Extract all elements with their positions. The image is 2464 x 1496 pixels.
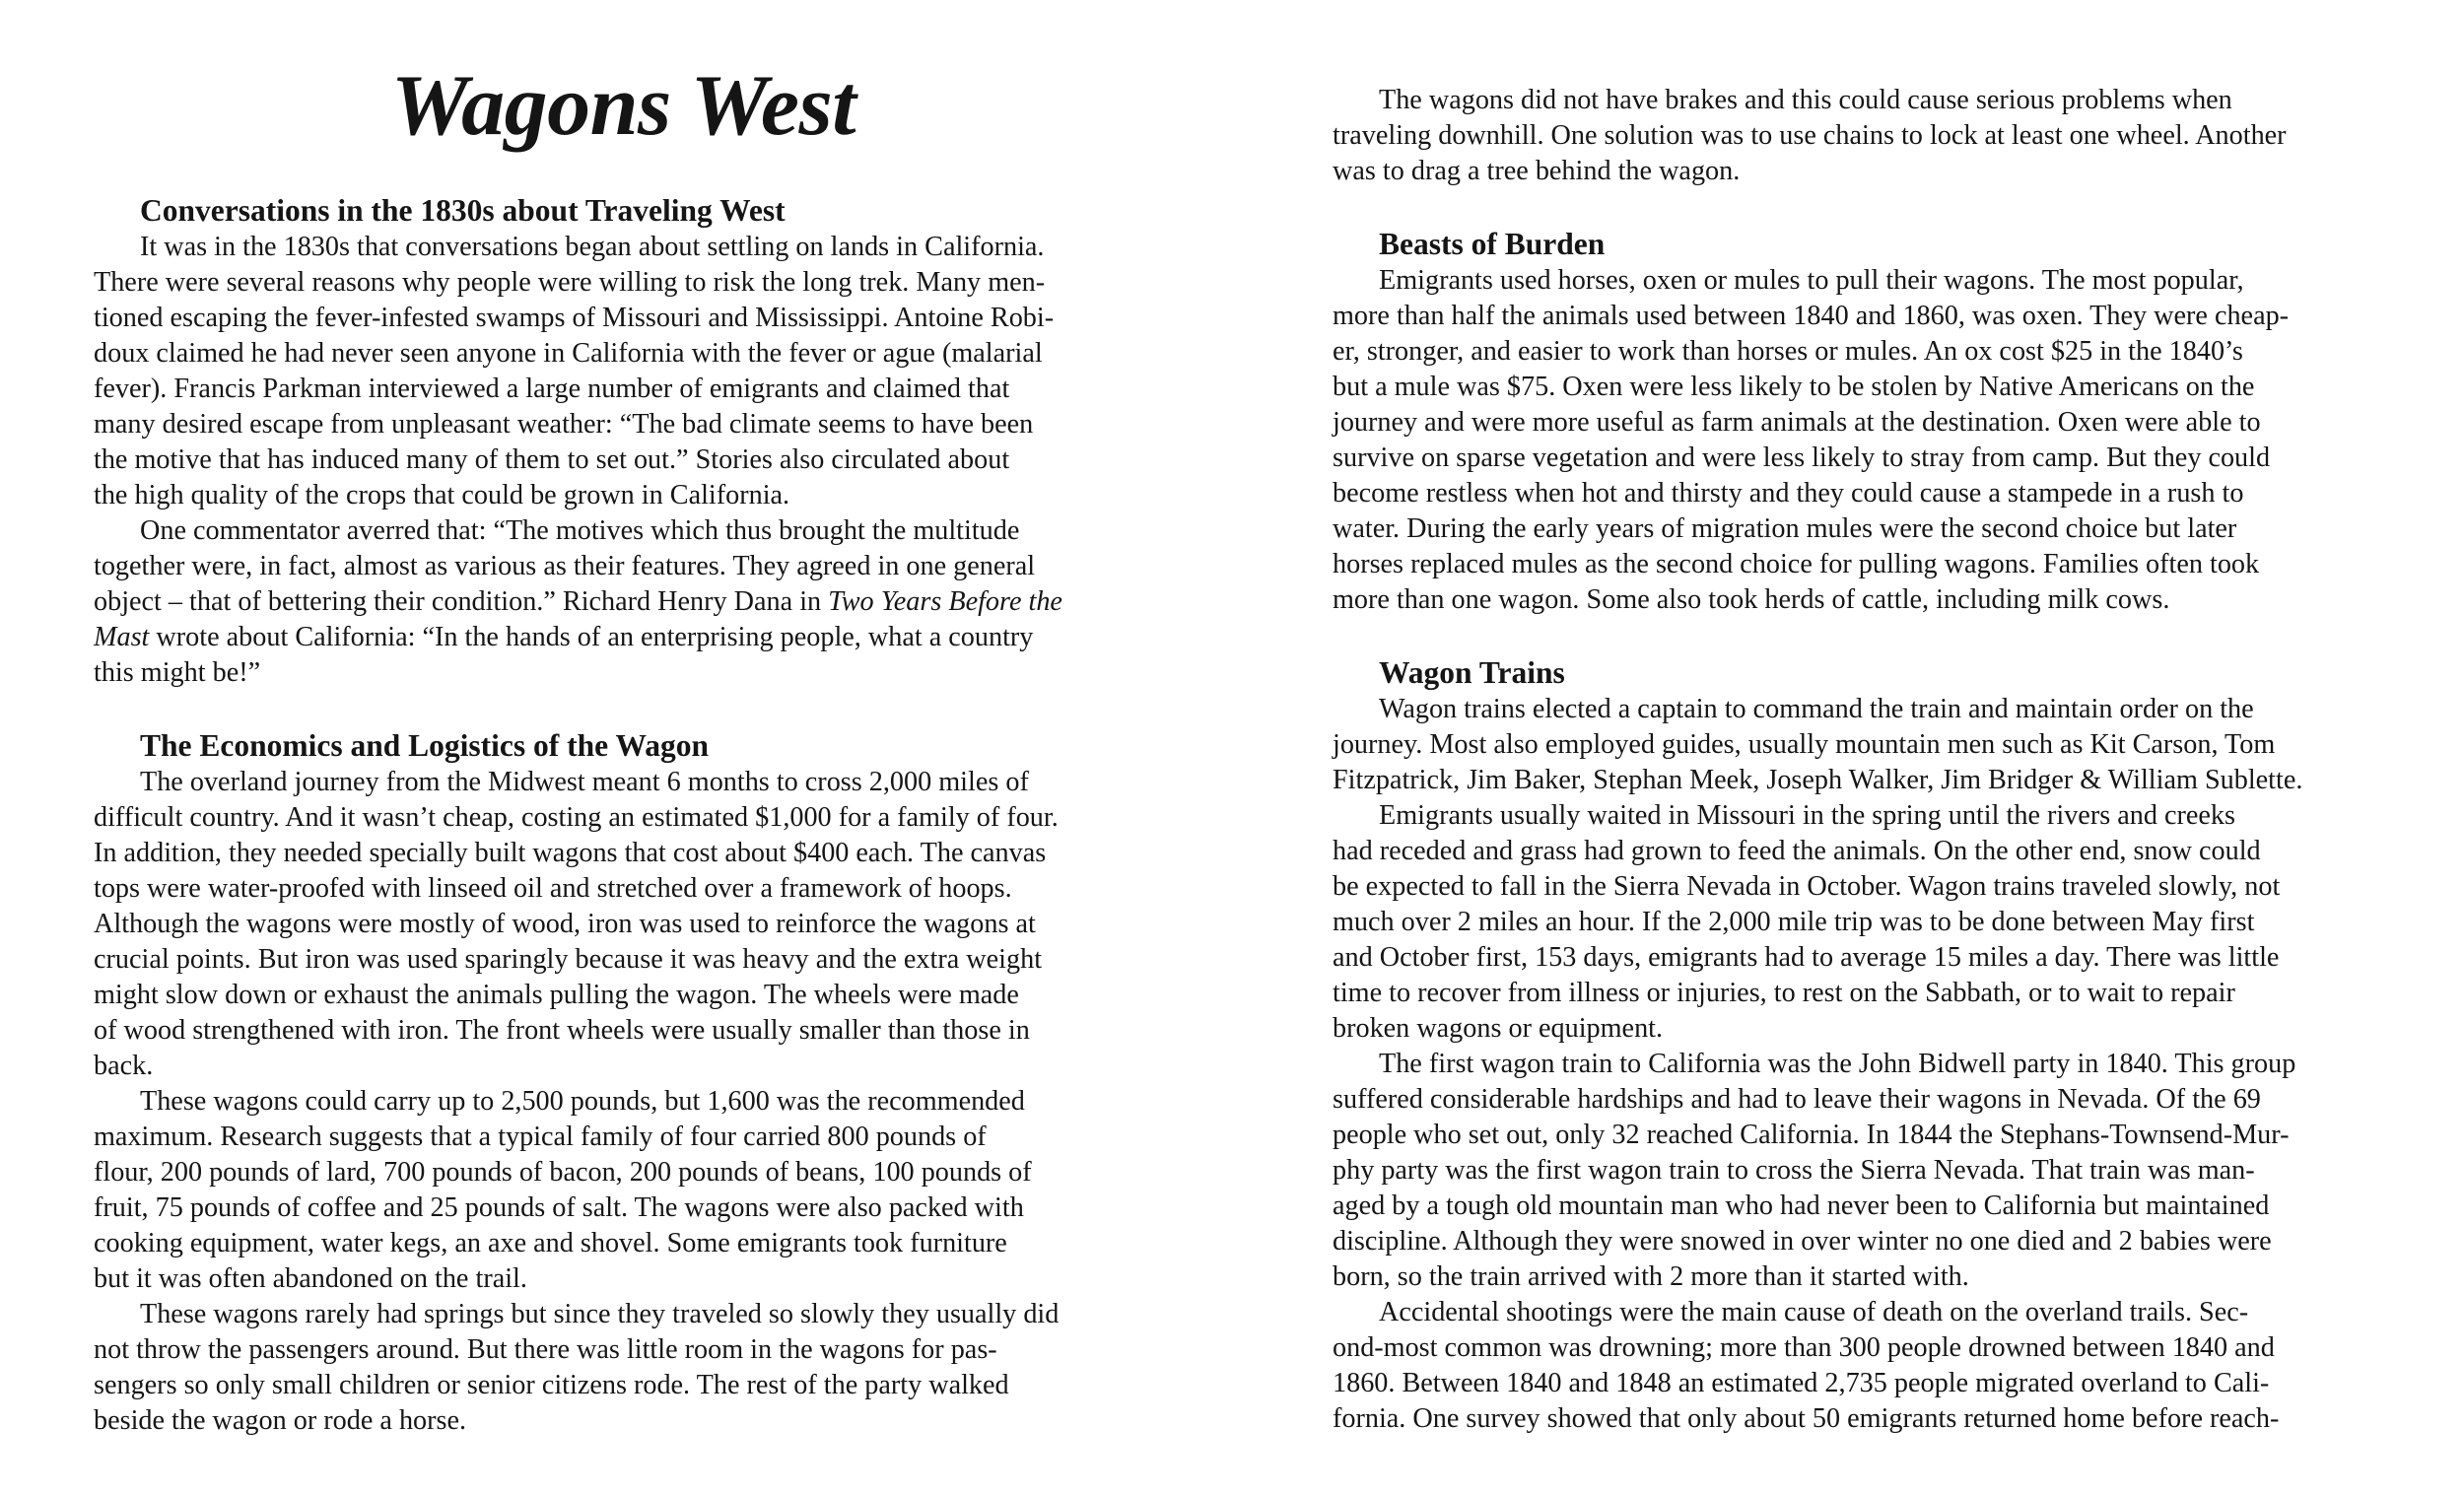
text-line: phy party was the first wagon train to cross the Sierra Nevada. That train was man- xyxy=(1333,1155,2255,1186)
section-heading: Beasts of Burden xyxy=(1379,227,1606,261)
text-line: many desired escape from unpleasant weather: “The bad climate seems to have been xyxy=(94,409,1034,440)
text-line xyxy=(94,620,1153,655)
text-line: be expected to fall in the Sierra Nevada in October. Wagon trains traveled slowly, not xyxy=(1333,871,2281,902)
text-line: cooking equipment, water kegs, an axe and shovel. Some emigrants took furniture xyxy=(94,1228,1007,1258)
paragraph xyxy=(94,1084,1153,1297)
text-line: tops were water-proofed with linseed oil and stretched over a framework of hoops. xyxy=(94,873,1012,904)
text-line: born, so the train arrived with 2 more than it started with. xyxy=(1333,1261,1969,1292)
text-line: The first wagon train to California was the John Bidwell party in 1840. This group xyxy=(1379,1049,2296,1079)
text-line: suffered considerable hardships and had to leave their wagons in Nevada. Of the 69 xyxy=(1333,1084,2261,1115)
text-line: survive on sparse vegetation and were less likely to stray from camp. But they could xyxy=(1333,442,2271,473)
paragraph xyxy=(1333,1047,2392,1295)
text-line: and October first, 153 days, emigrants had to average 15 miles a day. There was little xyxy=(1333,942,2280,973)
paragraph xyxy=(94,1297,1153,1439)
text-line: beside the wagon or rode a horse. xyxy=(94,1405,467,1436)
text-line: It was in the 1830s that conversations began about settling on lands in California. xyxy=(140,232,1045,262)
text-line: the motive that has induced many of them to set out.” Stories also circulated about xyxy=(94,444,1010,475)
section-conversations xyxy=(94,192,1153,691)
text-line: become restless when hot and thirsty and they could cause a stampede in a rush to xyxy=(1333,478,2244,509)
left-column xyxy=(94,0,1153,1439)
text-line: much over 2 miles an hour. If the 2,000 mile trip was to be done between May first xyxy=(1333,907,2255,937)
text-line: flour, 200 pounds of lard, 700 pounds of bacon, 200 pounds of beans, 100 pounds of xyxy=(94,1157,1032,1188)
text-line: In addition, they needed specially built wagons that cost about $400 each. The canvas xyxy=(94,838,1047,868)
text-line: time to recover from illness or injuries, to rest on the Sabbath, or to wait to repair xyxy=(1333,978,2235,1008)
section-economics xyxy=(94,727,1153,1439)
text-line: was to drag a tree behind the wagon. xyxy=(1333,156,1741,186)
section-beasts-of-burden xyxy=(1333,226,2392,618)
text-line: The wagons did not have brakes and this could cause serious problems when xyxy=(1379,85,2232,115)
section-wagon-trains xyxy=(1333,654,2392,1437)
text-line: not throw the passengers around. But there was little room in the wagons for pas- xyxy=(94,1334,997,1365)
text-line: broken wagons or equipment. xyxy=(1333,1013,1664,1044)
text-line: Wagon trains elected a captain to command the train and maintain order on the xyxy=(1379,694,2254,724)
text-line: doux claimed he had never seen anyone in California with the fever or ague (malarial xyxy=(94,338,1043,369)
text-line: One commentator averred that: “The motives which thus brought the multitude xyxy=(140,515,1020,546)
text-line: journey. Most also employed guides, usually mountain men such as Kit Carson, Tom xyxy=(1333,729,2276,760)
paragraph-intro xyxy=(1333,83,2392,189)
text-line: crucial points. But iron was used sparingly because it was heavy and the extra weight xyxy=(94,944,1043,975)
paragraph xyxy=(94,230,1153,513)
text-line: the high quality of the crops that could be grown in California. xyxy=(94,480,790,510)
text-line: back. xyxy=(94,1051,154,1081)
text-line: might slow down or exhaust the animals pulling the wagon. The wheels were made xyxy=(94,980,1019,1010)
book-title-italic: Mast xyxy=(94,622,150,652)
text-line: ond-most common was drowning; more than 300 people drowned between 1840 and xyxy=(1333,1332,2275,1363)
text-line: journey and were more useful as farm animals at the destination. Oxen were able to xyxy=(1333,407,2261,438)
text-line: maximum. Research suggests that a typical family of four carried 800 pounds of xyxy=(94,1122,987,1152)
text-line: discipline. Although they were snowed in over winter no one died and 2 babies were xyxy=(1333,1226,2272,1257)
text-line: but a mule was $75. Oxen were less likely to be stolen by Native Americans on the xyxy=(1333,372,2255,402)
text-line: people who set out, only 32 reached California. In 1844 the Stephans-Townsend-Mur- xyxy=(1333,1120,2290,1150)
text-line: tioned escaping the fever-infested swamps of Missouri and Mississippi. Antoine Robi- xyxy=(94,303,1055,333)
right-column xyxy=(1333,0,2392,1437)
section-heading: Wagon Trains xyxy=(1379,655,1565,690)
text-line: Although the wagons were mostly of wood, iron was used to reinforce the wagons at xyxy=(94,909,1036,939)
text-line: this might be!” xyxy=(94,657,261,688)
section-heading: Conversations in the 1830s about Traveling West xyxy=(140,193,786,228)
text-line: Fitzpatrick, Jim Baker, Stephan Meek, Joseph Walker, Jim Bridger & William Sublette. xyxy=(1333,765,2303,795)
paragraph xyxy=(1333,692,2392,798)
text-line: more than one wagon. Some also took herds of cattle, including milk cows. xyxy=(1333,584,2170,615)
text-line: Emigrants usually waited in Missouri in the spring until the rivers and creeks xyxy=(1379,800,2235,831)
text-line: er, stronger, and easier to work than horses or mules. An ox cost $25 in the 1840’s xyxy=(1333,336,2243,367)
text-line: horses replaced mules as the second choice for pulling wagons. Families often took xyxy=(1333,549,2260,579)
text-line: These wagons could carry up to 2,500 pounds, but 1,600 was the recommended xyxy=(140,1086,1025,1117)
text-line: 1860. Between 1840 and 1848 an estimated 2,735 people migrated overland to Cali- xyxy=(1333,1368,2270,1398)
text-line: There were several reasons why people were willing to risk the long trek. Many men- xyxy=(94,267,1046,298)
paragraph xyxy=(94,765,1153,1084)
text-line: sengers so only small children or senior citizens rode. The rest of the party walked xyxy=(94,1370,1009,1400)
text-line xyxy=(94,584,1153,620)
text-line: fornia. One survey showed that only about 50 emigrants returned home before reach- xyxy=(1333,1403,2280,1434)
text-line: Emigrants used horses, oxen or mules to pull their wagons. The most popular, xyxy=(1379,265,2244,296)
text-line: together were, in fact, almost as various as their features. They agreed in one general xyxy=(94,551,1036,581)
paragraph xyxy=(1333,263,2392,618)
text-line: Accidental shootings were the main cause of death on the overland trails. Sec- xyxy=(1379,1297,2249,1327)
text-line: water. During the early years of migration mules were the second choice but later xyxy=(1333,513,2237,544)
text-line: The overland journey from the Midwest meant 6 months to cross 2,000 miles of xyxy=(140,767,1029,797)
text-line: had receded and grass had grown to feed the animals. On the other end, snow could xyxy=(1333,836,2261,866)
text-line: aged by a tough old mountain man who had never been to California but maintained xyxy=(1333,1190,2270,1221)
page-title: Wagons West xyxy=(390,58,856,154)
paragraph xyxy=(1333,1295,2392,1437)
text-line: more than half the animals used between 1840 and 1860, was oxen. They were cheap- xyxy=(1333,301,2290,331)
text-span: object – that of bettering their condition.” Richard Henry Dana in xyxy=(94,586,829,617)
text-line: These wagons rarely had springs but since they traveled so slowly they usually did xyxy=(140,1299,1060,1329)
text-line: fruit, 75 pounds of coffee and 25 pounds of salt. The wagons were also packed with xyxy=(94,1192,1024,1223)
paragraph xyxy=(1333,798,2392,1047)
section-heading: The Economics and Logistics of the Wagon xyxy=(140,728,709,763)
text-line: traveling downhill. One solution was to use chains to lock at least one wheel. Another xyxy=(1333,120,2287,151)
text-line: difficult country. And it wasn’t cheap, costing an estimated $1,000 for a family of four. xyxy=(94,802,1059,833)
text-span: wrote about California: “In the hands of an enterprising people, what a country xyxy=(149,622,1034,652)
text-line: of wood strengthened with iron. The front wheels were usually smaller than those in xyxy=(94,1015,1030,1046)
text-line: fever). Francis Parkman interviewed a large number of emigrants and claimed that xyxy=(94,374,1010,404)
book-title-italic: Two Years Before the xyxy=(828,586,1062,617)
text-line: but it was often abandoned on the trail. xyxy=(94,1263,527,1294)
paragraph xyxy=(94,513,1153,691)
